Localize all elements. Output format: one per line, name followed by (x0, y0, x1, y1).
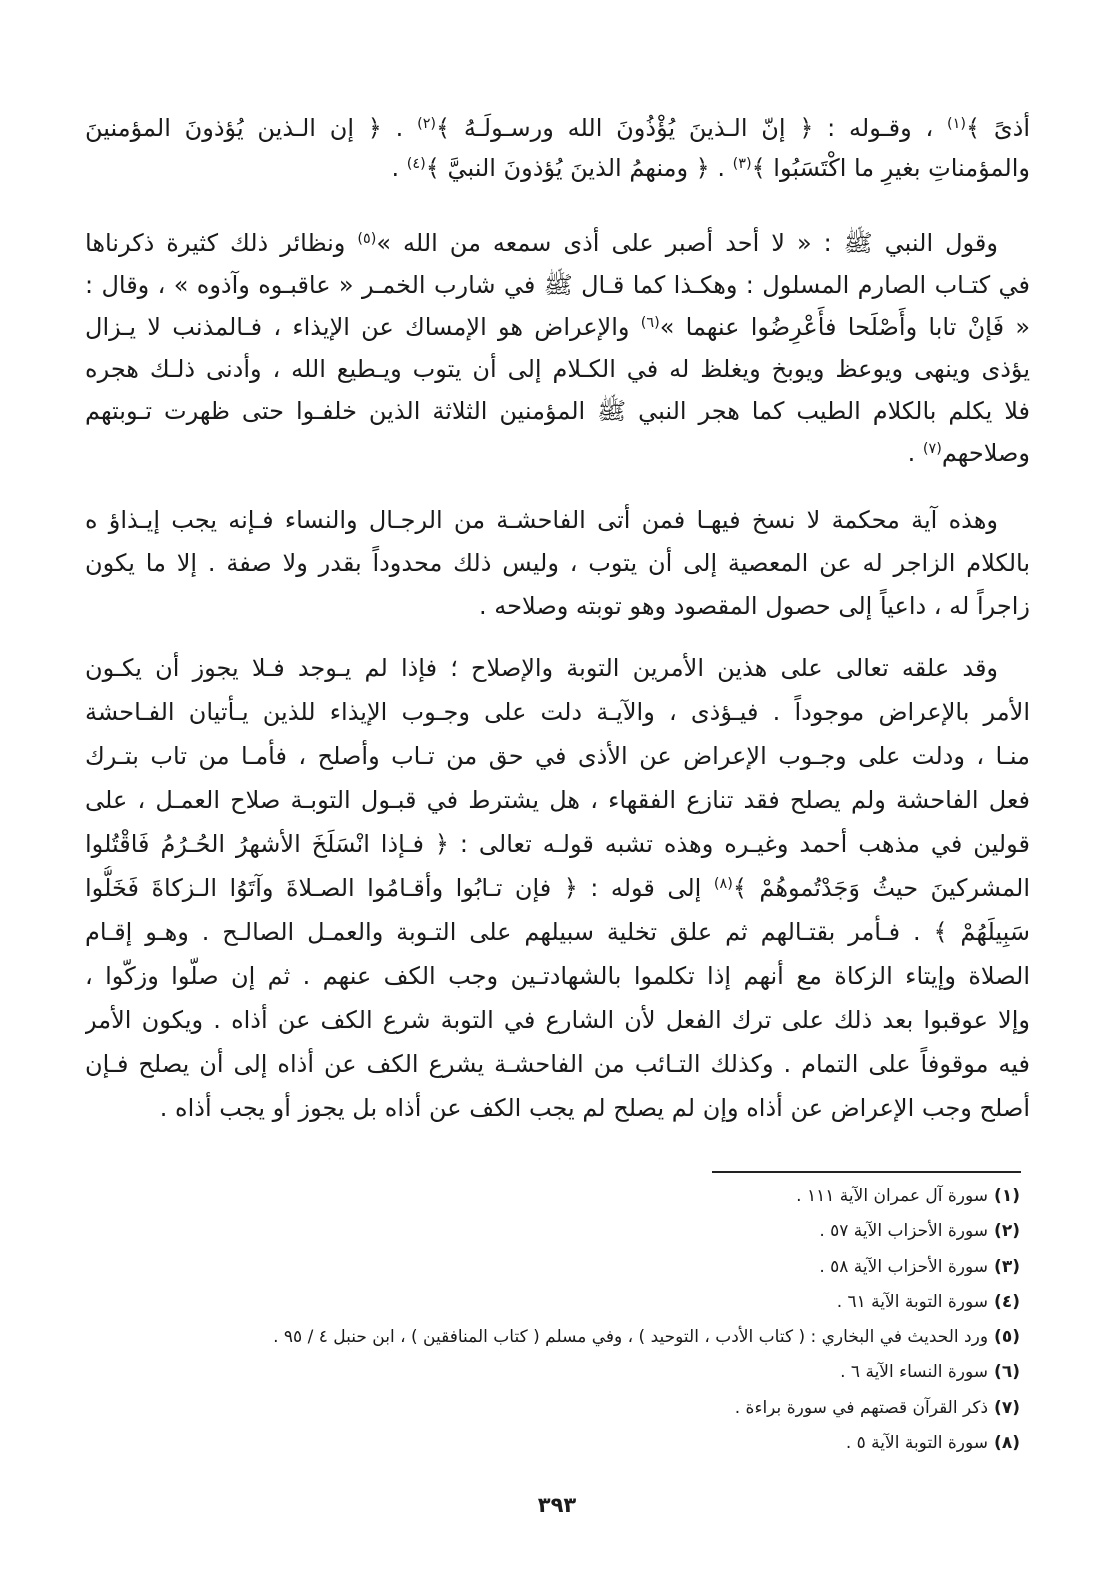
footnote (85, 1250, 1020, 1285)
footnote-marker: (٣) (994, 1256, 1020, 1277)
footnote-marker: (٦) (994, 1362, 1020, 1383)
text-line: والمؤمناتِ بغيرِ ما اكْتَسَبُوا ﴾$^{(٣)}$ . ﴿ ومنهمُ الذينَ يُؤذونَ النبيَّ ﴾$^{(٤)}$ . (391, 154, 1030, 182)
footnotes (85, 1179, 1020, 1461)
text-line: فلا يكلم بالكلام الطيب كما هجر النبي ﷺ المؤمنين الثلاثة الذين خلفـوا حتى ظهرت تـوبتهم (85, 397, 1030, 425)
paragraph (85, 222, 1030, 474)
footnote-marker: (١) (994, 1186, 1020, 1206)
footnote-ref: (٧) (922, 441, 942, 458)
footnote-marker: (٤) (994, 1291, 1020, 1312)
footnote (85, 1179, 1020, 1214)
text-line: المشركينَ حيثُ وَجَدْتُموهُمْ ﴾$^{(٨)}$ إلى قوله : ﴿ فإن تـابُوا وأقـامُوا الصـلاةَ وآتَوُا الـزكاةَ فَخَلُّوا (85, 874, 1030, 902)
footnote-marker: (٧) (994, 1397, 1020, 1418)
footnote-ref: (٤) (406, 156, 426, 173)
footnote (85, 1214, 1020, 1249)
footnote (85, 1320, 1020, 1355)
footnote (85, 1426, 1020, 1461)
text-line: في كتـاب الصارم المسلول : وهكـذا كما قـال ﷺ في شارب الخمـر « عاقبـوه وآذوه » ، وقال : (85, 271, 1030, 299)
text-line: سَبِيلَهُمْ ﴾ . فـأمر بقتـالهم ثم علق تخلية سبيلهم على التـوبة والعمـل الصالـح . وهـو إقـام (85, 918, 1030, 946)
footnote-text: سورة الأحزاب الآية ٥٧ . (819, 1221, 989, 1242)
text-line: يؤذى وينهى ويوعظ ويوبخ ويغلظ له في الكـلام إلى أن يتوب ويـطيع الله ، وأدنى ذلـك هجره (85, 355, 1030, 383)
footnote (85, 1285, 1020, 1320)
text-line: وصلاحهم$^{(٧)}$ . (907, 439, 1030, 467)
text-line: الأمر بالإعراض موجوداً . فيـؤذى ، والآيـة دلت على وجـوب الإيذاء للذين يـأتيان الفـاحشة (85, 698, 1030, 726)
page-number: ٣٩٣ (537, 1493, 577, 1517)
text-line: وهذه آية محكمة لا نسخ فيهـا فمن أتى الفاحشـة من الرجـال والنساء فـإنه يجب إيـذاؤ ه (85, 506, 998, 534)
footnote-separator (712, 1171, 1021, 1173)
footnote-ref: (١) (947, 116, 966, 133)
footnote-text: سورة التوبة الآية ٥ . (845, 1433, 989, 1454)
text-line: زاجراً له ، داعياً إلى حصول المقصود وهو توبته وصلاحه . (479, 592, 1030, 620)
text-line: فعل الفاحشة ولم يصلح فقد تنازع الفقهاء ، هل يشترط في قبـول التوبـة صلاح العمـل ، على (85, 786, 1030, 814)
text-line: « فَإنْ تابا وأَصْلَحا فأَعْرِضُوا عنهما »$^{(٦)}$ والإعراض هو الإمساك عن الإيذاء ، فـالمذنب لا يـزال (85, 313, 1030, 341)
footnote (85, 1355, 1020, 1390)
footnote-text: سورة آل عمران الآية ١١١ . (796, 1186, 989, 1206)
footnote-marker: (٢) (994, 1221, 1020, 1242)
text-line: وقد علقه تعالى على هذين الأمرين التوبة والإصلاح ؛ فإذا لم يـوجد فـلا يجوز أن يكـون (85, 654, 998, 682)
footnote-text: سورة الأحزاب الآية ٥٨ . (819, 1256, 989, 1277)
text-line: أصلح وجب الإعراض عن أذاه وإن لم يصلح لم يجب الكف عن أذاه بل يجوز أو يجب أذاه . (159, 1094, 1030, 1122)
paragraph (85, 646, 1030, 1130)
footnote-text: سورة النساء الآية ٦ . (840, 1362, 989, 1383)
footnote-text: ورد الحديث في البخاري : ( كتاب الأدب ، التوحيد ) ، وفي مسلم ( كتاب المنافقين ) ، ابن حنبل ٤ / ٩٥ . (273, 1327, 989, 1348)
text-line: وقول النبي ﷺ : « لا أحد أصبر على أذى سمعه من الله »$^{(٥)}$ ونظائر ذلك كثيرة ذكرناها (85, 229, 998, 257)
paragraph (85, 499, 1030, 628)
text-line: قولين في مذهب أحمد وغيـره وهذه تشبه قولـه تعالى : ﴿ فـإذا انْسَلَخَ الأشهرُ الحُـرُمُ فَاقْتُلوا (85, 830, 1030, 858)
footnote-ref: (٦) (640, 315, 660, 332)
footnote-ref: (٢) (417, 116, 437, 133)
footnote-ref: (٥) (357, 231, 377, 248)
text-line: وإلا عوقبوا بعد ذلك على ترك الفعل لأن الشارع في التوبة شرع الكف عن أذاه . ويكون الأمر (85, 1006, 1030, 1034)
footnote-marker: (٨) (994, 1433, 1020, 1454)
paragraph (85, 108, 1030, 188)
footnote (85, 1391, 1020, 1426)
text-line: فيه موقوفاً على التمام . وكذلك التـائب من الفاحشـة يشرع الكف عن أذاه إلى أن يصلح فـإن (85, 1050, 1030, 1078)
text-line: بالكلام الزاجر له عن المعصية إلى أن يتوب ، وليس ذلك محدوداً بقدر ولا صفة . إلا ما يكون (85, 549, 1030, 577)
footnote-text: سورة التوبة الآية ٦١ . (836, 1291, 989, 1312)
footnote-ref: (٨) (713, 876, 733, 893)
text-line: منـا ، ودلت على وجـوب الإعراض عن الأذى في حق من تـاب وأصلح ، فأمـا من تاب بتـرك (85, 742, 1030, 770)
text-line: الصلاة وإيتاء الزكاة مع أنهم إذا تكلموا بالشهادتـين وجب الكف عنهم . ثم إن صلّوا وزكّوا ، (85, 962, 1030, 990)
text-line: أذىً ﴾$^{(١)}$ ، وقـوله : ﴿ إنّ الـذينَ يُؤْذُونَ الله ورسـولَـهُ ﴾$^{(٢)}$ . ﴿ إن الـذين يُؤذونَ المؤمنينَ (85, 114, 1030, 142)
footnote-text: ذكر القرآن قصتهم في سورة براءة . (734, 1397, 989, 1418)
footnote-ref: (٣) (732, 156, 752, 173)
footnote-marker: (٥) (994, 1327, 1020, 1348)
